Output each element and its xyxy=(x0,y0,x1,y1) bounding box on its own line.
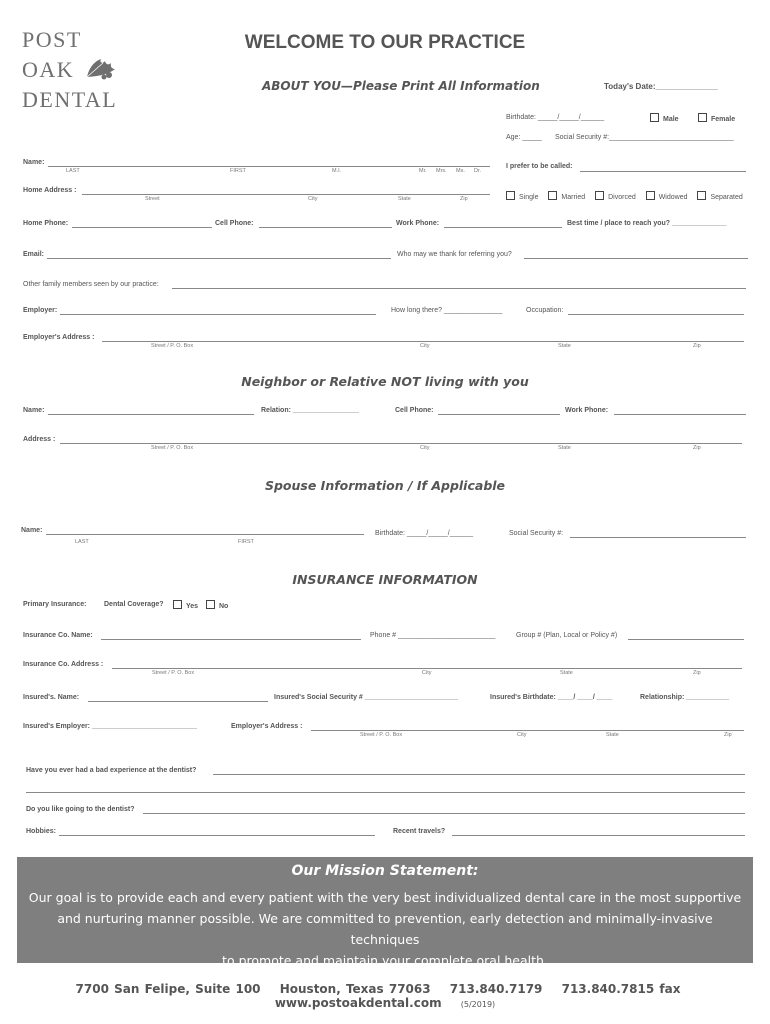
insured-name-line[interactable] xyxy=(88,701,268,702)
city-sublabel: City xyxy=(420,343,430,349)
neighbor-work-label: Work Phone: xyxy=(565,407,609,414)
group-number-label: Group # (Plan, Local or Policy #) xyxy=(516,632,618,639)
home-address-label: Home Address : xyxy=(23,187,77,194)
state-sublabel: State xyxy=(606,732,619,738)
zip-sublabel: Zip xyxy=(724,732,732,738)
how-long-field[interactable]: How long there? _______________ xyxy=(391,307,503,314)
city-sublabel: City xyxy=(422,670,432,676)
neighbor-cell-label: Cell Phone: xyxy=(395,407,434,414)
preferred-name-line[interactable] xyxy=(580,171,746,172)
single-checkbox[interactable]: Single xyxy=(506,194,538,201)
employer-address-line[interactable] xyxy=(102,341,744,342)
spouse-name-line[interactable] xyxy=(46,534,364,535)
mrs-option[interactable]: Mrs. xyxy=(436,168,447,174)
mission-heading: Our Mission Statement: xyxy=(291,863,479,879)
first-sublabel: FIRST xyxy=(230,168,246,174)
checkbox-icon xyxy=(206,600,215,609)
employer-address-label: Employer's Address : xyxy=(23,334,95,341)
zip-sublabel: Zip xyxy=(693,343,701,349)
marital-status-group xyxy=(506,191,743,201)
neighbor-cell-line[interactable] xyxy=(438,414,560,415)
city-sublabel: City xyxy=(517,732,527,738)
insurance-address-line[interactable] xyxy=(112,668,742,669)
footer-address: 7700 San Felipe, Suite 100 xyxy=(75,982,261,996)
spouse-name-label: Name: xyxy=(21,527,43,534)
bad-experience-label: Have you ever had a bad experience at the dentist? xyxy=(26,767,197,774)
insured-employer-address-line[interactable] xyxy=(311,730,744,731)
dental-coverage-label: Dental Coverage? xyxy=(104,601,164,608)
bad-experience-line[interactable] xyxy=(213,774,745,775)
logo-line-1: POST xyxy=(22,27,82,52)
spouse-heading: Spouse Information / If Applicable xyxy=(264,478,506,493)
checkbox-icon xyxy=(650,113,659,122)
checkbox-icon xyxy=(698,113,707,122)
checkbox-icon xyxy=(548,191,557,200)
footer-website[interactable]: www.postoakdental.com xyxy=(274,996,442,1010)
name-label: Name: xyxy=(23,159,45,166)
logo-line-2: OAK xyxy=(22,55,117,85)
todays-date-field[interactable]: Today's Date:______________ xyxy=(604,82,718,91)
neighbor-name-label: Name: xyxy=(23,407,45,414)
checkbox-icon xyxy=(595,191,604,200)
state-sublabel: State xyxy=(558,445,571,451)
preferred-name-label: I prefer to be called: xyxy=(506,163,573,170)
separated-checkbox[interactable]: Separated xyxy=(697,194,742,201)
street-po-sublabel: Street / P. O. Box xyxy=(152,670,195,676)
dr-option[interactable]: Dr. xyxy=(474,168,482,174)
about-you-heading: ABOUT YOU—Please Print All Information xyxy=(262,79,540,93)
insurance-phone-field[interactable]: Phone # _________________________ xyxy=(370,632,496,639)
birthdate-field[interactable]: Birthdate: _____/_____/______ xyxy=(506,114,605,121)
occupation-line[interactable] xyxy=(568,314,744,315)
like-dentist-line[interactable] xyxy=(143,813,745,814)
insurance-name-line[interactable] xyxy=(101,639,361,640)
coverage-yes-checkbox[interactable]: Yes xyxy=(173,600,198,610)
primary-insurance-label: Primary Insurance: xyxy=(23,601,87,608)
neighbor-heading: Neighbor or Relative NOT living with you xyxy=(241,374,529,389)
street-sublabel: Street xyxy=(145,196,160,202)
occupation-label: Occupation: xyxy=(526,307,564,314)
home-phone-label: Home Phone: xyxy=(23,220,69,227)
state-sublabel: State xyxy=(560,670,573,676)
first-sublabel: FIRST xyxy=(238,539,254,545)
last-sublabel: LAST xyxy=(75,539,89,545)
insured-employer-field[interactable]: Insured's Employer: ___________________________ xyxy=(23,723,198,730)
relationship-field[interactable]: Relationship: ___________ xyxy=(640,694,730,701)
insurance-name-label: Insurance Co. Name: xyxy=(23,632,93,639)
street-po-sublabel: Street / P. O. Box xyxy=(151,343,194,349)
footer-fax: 713.840.7815 fax xyxy=(561,982,681,996)
state-sublabel: State xyxy=(398,196,411,202)
mission-line-1: Our goal is to provide each and every patient with the very best individualized dental care in the most supportive xyxy=(28,890,742,905)
age-field[interactable]: Age: _____ xyxy=(506,134,542,141)
mission-line-3: to promote and maintain your complete oral health. xyxy=(222,953,548,968)
divorced-checkbox[interactable]: Divorced xyxy=(595,194,636,201)
ms-option[interactable]: Ms. xyxy=(456,168,465,174)
checkbox-icon xyxy=(173,600,182,609)
email-line[interactable] xyxy=(47,258,391,259)
street-po-sublabel: Street / P. O. Box xyxy=(360,732,403,738)
married-checkbox[interactable]: Married xyxy=(548,194,585,201)
zip-sublabel: Zip xyxy=(693,445,701,451)
group-number-line[interactable] xyxy=(628,639,744,640)
insurance-address-label: Insurance Co. Address : xyxy=(23,661,104,668)
recent-travels-line[interactable] xyxy=(452,835,745,836)
spouse-birthdate-field[interactable]: Birthdate: _____/_____/______ xyxy=(375,530,474,537)
neighbor-address-label: Address : xyxy=(23,436,56,443)
employer-line[interactable] xyxy=(60,314,376,315)
oak-leaf-icon xyxy=(83,55,117,81)
street-po-sublabel: Street / P. O. Box xyxy=(151,445,194,451)
best-time-field[interactable]: Best time / place to reach you? ______________ xyxy=(567,220,727,227)
spouse-ssn-line[interactable] xyxy=(570,537,746,538)
home-address-line[interactable] xyxy=(82,194,490,195)
cell-phone-label: Cell Phone: xyxy=(215,220,254,227)
mr-option[interactable]: Mr. xyxy=(419,168,427,174)
city-sublabel: City xyxy=(308,196,318,202)
insurance-heading: INSURANCE INFORMATION xyxy=(292,572,478,587)
name-input-line[interactable] xyxy=(48,166,490,167)
employer-label: Employer: xyxy=(23,307,58,314)
like-dentist-label: Do you like going to the dentist? xyxy=(26,806,135,813)
hobbies-label: Hobbies: xyxy=(26,828,56,835)
checkbox-icon xyxy=(646,191,655,200)
mission-line-2: and nurturing manner possible. We are committed to prevention, early detection and minimally-invasive techniques xyxy=(57,911,713,947)
zip-sublabel: Zip xyxy=(460,196,468,202)
neighbor-work-line[interactable] xyxy=(614,414,746,415)
family-members-line[interactable] xyxy=(172,288,746,289)
logo-line-3: DENTAL xyxy=(22,87,118,112)
relation-field[interactable]: Relation: _________________ xyxy=(261,407,360,414)
footer xyxy=(0,982,770,1010)
page-title: WELCOME TO OUR PRACTICE xyxy=(244,32,526,53)
cell-phone-line[interactable] xyxy=(259,227,392,228)
bad-experience-line-2[interactable] xyxy=(26,792,745,793)
hobbies-line[interactable] xyxy=(59,835,375,836)
footer-phone: 713.840.7179 xyxy=(449,982,543,996)
state-sublabel: State xyxy=(558,343,571,349)
email-label: Email: xyxy=(23,251,45,258)
insured-employer-address-label: Employer's Address : xyxy=(231,723,303,730)
home-phone-line[interactable] xyxy=(72,227,212,228)
mission-statement-box xyxy=(17,857,753,968)
insured-birthdate-field[interactable]: Insured's Birthdate: ____/ ____/ ____ xyxy=(490,694,613,701)
family-members-label: Other family members seen by our practice: xyxy=(23,281,159,288)
work-phone-label: Work Phone: xyxy=(396,220,440,227)
zip-sublabel: Zip xyxy=(693,670,701,676)
mi-sublabel: M.I. xyxy=(332,168,342,174)
coverage-no-checkbox[interactable]: No xyxy=(206,600,228,610)
checkbox-icon xyxy=(506,191,515,200)
insured-name-label: Insured's. Name: xyxy=(23,694,80,701)
recent-travels-label: Recent travels? xyxy=(393,828,446,835)
referral-line[interactable] xyxy=(524,258,748,259)
city-sublabel: City xyxy=(420,445,430,451)
insured-ssn-field[interactable]: Insured's Social Security # ________________________ xyxy=(274,694,459,701)
spouse-ssn-label: Social Security #: xyxy=(509,530,564,537)
last-sublabel: LAST xyxy=(66,168,80,174)
widowed-checkbox[interactable]: Widowed xyxy=(646,194,688,201)
footer-revision: (5/2019) xyxy=(460,1000,496,1009)
male-checkbox[interactable]: Male xyxy=(650,113,679,123)
neighbor-address-line[interactable] xyxy=(60,443,742,444)
neighbor-name-line[interactable] xyxy=(48,414,254,415)
checkbox-icon xyxy=(697,191,706,200)
female-checkbox[interactable]: Female xyxy=(698,113,735,123)
ssn-field[interactable]: Social Security #:________________________________ xyxy=(555,134,734,141)
referral-label: Who may we thank for referring you? xyxy=(397,251,512,258)
work-phone-line[interactable] xyxy=(444,227,562,228)
footer-city: Houston, Texas 77063 xyxy=(279,982,431,996)
